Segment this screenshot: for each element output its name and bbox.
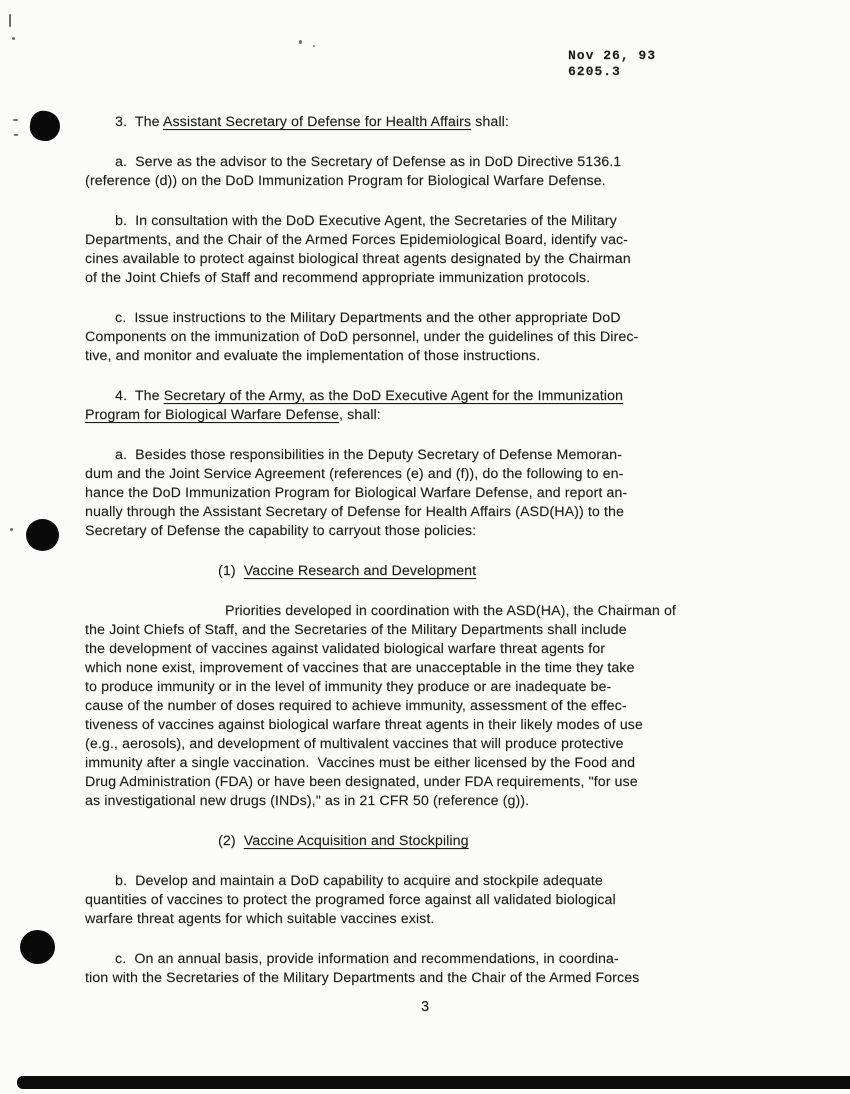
document-header: [568, 48, 656, 80]
text-line: [85, 832, 785, 851]
text-segment: tiveness of vaccines against biological warfare threat agents in their likely modes of use: [85, 717, 643, 733]
text-segment: the development of vaccines against validated biological warfare threat agents for: [85, 641, 606, 657]
scan-speck: [10, 528, 13, 531]
text-line: [85, 153, 785, 172]
paragraph: [85, 113, 785, 132]
text-segment: quantities of vaccines to protect the programed force against all validated biological: [85, 892, 616, 908]
paragraph: [85, 602, 785, 811]
text-segment: 4. The: [115, 388, 164, 404]
paragraph: [85, 309, 785, 366]
text-line: [85, 950, 785, 969]
page-number: 3: [420, 999, 430, 1015]
text-line: [85, 697, 785, 716]
hole-punch-icon: [28, 109, 62, 143]
header-date: Nov 26, 93: [568, 48, 657, 63]
text-line: [85, 387, 785, 406]
text-segment: shall:: [471, 114, 509, 130]
text-segment: tion with the Secretaries of the Military Departments and the Chair of the Armed Forces: [85, 970, 640, 986]
text-segment: which none exist, improvement of vaccines that are unacceptable in the time they take: [85, 660, 635, 676]
text-segment: c. On an annual basis, provide information and recommendations, in coordina-: [115, 951, 619, 967]
underlined-text: Vaccine Acquisition and Stockpiling: [243, 833, 469, 849]
text-segment: (e.g., aerosols), and development of multivalent vaccines that will produce protective: [85, 736, 624, 752]
text-line: [85, 347, 785, 366]
text-segment: warfare threat agents for which suitable vaccines exist.: [85, 911, 435, 927]
text-line: [85, 465, 785, 484]
header-doc-number: 6205.3: [568, 64, 621, 79]
text-segment: cines available to protect against biological threat agents designated by the Chairman: [85, 251, 631, 267]
paragraph: [85, 153, 785, 191]
text-segment: of the Joint Chiefs of Staff and recommend appropriate immunization protocols.: [85, 270, 591, 286]
text-segment: cause of the number of doses required to achieve immunity, assessment of the effec-: [85, 698, 627, 714]
text-segment: the Joint Chiefs of Staff, and the Secretaries of the Military Departments shall include: [85, 622, 627, 638]
text-line: [85, 484, 785, 503]
text-segment: , shall:: [339, 407, 381, 423]
text-segment: Departments, and the Chair of the Armed Forces Epidemiological Board, identify vac-: [85, 232, 628, 248]
underlined-text: Vaccine Research and Development: [243, 563, 477, 579]
text-segment: Secretary of Defense the capability to carryout those policies:: [85, 523, 477, 539]
underlined-text: Program for Biological Warfare Defense: [85, 407, 340, 423]
text-line: [85, 891, 785, 910]
scan-speck: [9, 14, 11, 27]
scan-speck: [14, 134, 18, 136]
text-segment: a. Besides those responsibilities in the Deputy Secretary of Defense Memoran-: [115, 447, 622, 463]
text-line: [85, 621, 785, 640]
text-segment: immunity after a single vaccination. Vaccines must be either licensed by the Food and: [85, 755, 636, 771]
text-segment: as investigational new drugs (INDs)," as in 21 CFR 50 (reference (g)).: [85, 793, 530, 809]
scan-speck: [313, 45, 315, 47]
text-line: [85, 716, 785, 735]
text-line: [85, 250, 785, 269]
text-segment: (1): [218, 563, 244, 579]
text-line: [85, 328, 785, 347]
scan-speck: [13, 119, 18, 121]
text-line: [85, 640, 785, 659]
text-segment: (reference (d)) on the DoD Immunization Program for Biological Warfare Defense.: [85, 173, 606, 189]
text-line: [85, 113, 785, 132]
text-line: [85, 212, 785, 231]
text-line: [85, 872, 785, 891]
paragraph: [85, 950, 785, 988]
paragraph: [85, 872, 785, 929]
text-line: [85, 269, 785, 288]
text-line: [85, 172, 785, 191]
document-body: [85, 113, 785, 1009]
text-segment: 3. The: [115, 114, 163, 130]
scan-speck: [12, 37, 15, 40]
text-segment: hance the DoD Immunization Program for Biological Warfare Defense, and report an-: [85, 485, 628, 501]
text-segment: Components on the immunization of DoD personnel, under the guidelines of this Direc-: [85, 329, 639, 345]
text-segment: dum and the Joint Service Agreement (references (e) and (f)), do the following to en-: [85, 466, 624, 482]
text-line: [85, 792, 785, 811]
text-line: [85, 406, 785, 425]
text-line: [85, 446, 785, 465]
scan-artifact-bar: [17, 1076, 850, 1089]
text-segment: a. Serve as the advisor to the Secretary of Defense as in DoD Directive 5136.1: [115, 154, 622, 170]
paragraph: [85, 212, 785, 288]
text-segment: (2): [218, 833, 244, 849]
text-line: [85, 678, 785, 697]
text-line: [85, 562, 785, 581]
text-segment: b. Develop and maintain a DoD capability to acquire and stockpile adequate: [115, 873, 603, 889]
underlined-text: Assistant Secretary of Defense for Health Affairs: [162, 114, 472, 130]
text-line: [85, 522, 785, 541]
paragraph: [85, 446, 785, 541]
text-segment: c. Issue instructions to the Military Departments and the other appropriate DoD: [115, 310, 621, 326]
text-line: [85, 503, 785, 522]
text-line: [85, 969, 785, 988]
scan-speck: [299, 40, 302, 44]
text-line: [85, 231, 785, 250]
hole-punch-icon: [20, 930, 55, 964]
paragraph: [85, 387, 785, 425]
text-segment: tive, and monitor and evaluate the implementation of those instructions.: [85, 348, 541, 364]
text-line: [85, 602, 785, 621]
text-line: [85, 659, 785, 678]
text-line: [85, 754, 785, 773]
paragraph: [85, 832, 785, 851]
paragraph: [85, 562, 785, 581]
underlined-text: Secretary of the Army, as the DoD Executive Agent for the Immunization: [163, 388, 624, 404]
text-segment: b. In consultation with the DoD Executive Agent, the Secretaries of the Military: [115, 213, 617, 229]
text-line: [85, 309, 785, 328]
text-line: [85, 735, 785, 754]
text-line: [85, 910, 785, 929]
text-segment: Priorities developed in coordination with the ASD(HA), the Chairman of: [225, 603, 676, 619]
text-segment: to produce immunity or in the level of immunity they produce or are inadequate be-: [85, 679, 612, 695]
text-segment: nually through the Assistant Secretary of Defense for Health Affairs (ASD(HA)) to the: [85, 504, 624, 520]
hole-punch-icon: [26, 519, 59, 551]
text-segment: Drug Administration (FDA) or have been designated, under FDA requirements, "for use: [85, 774, 638, 790]
text-line: [85, 773, 785, 792]
